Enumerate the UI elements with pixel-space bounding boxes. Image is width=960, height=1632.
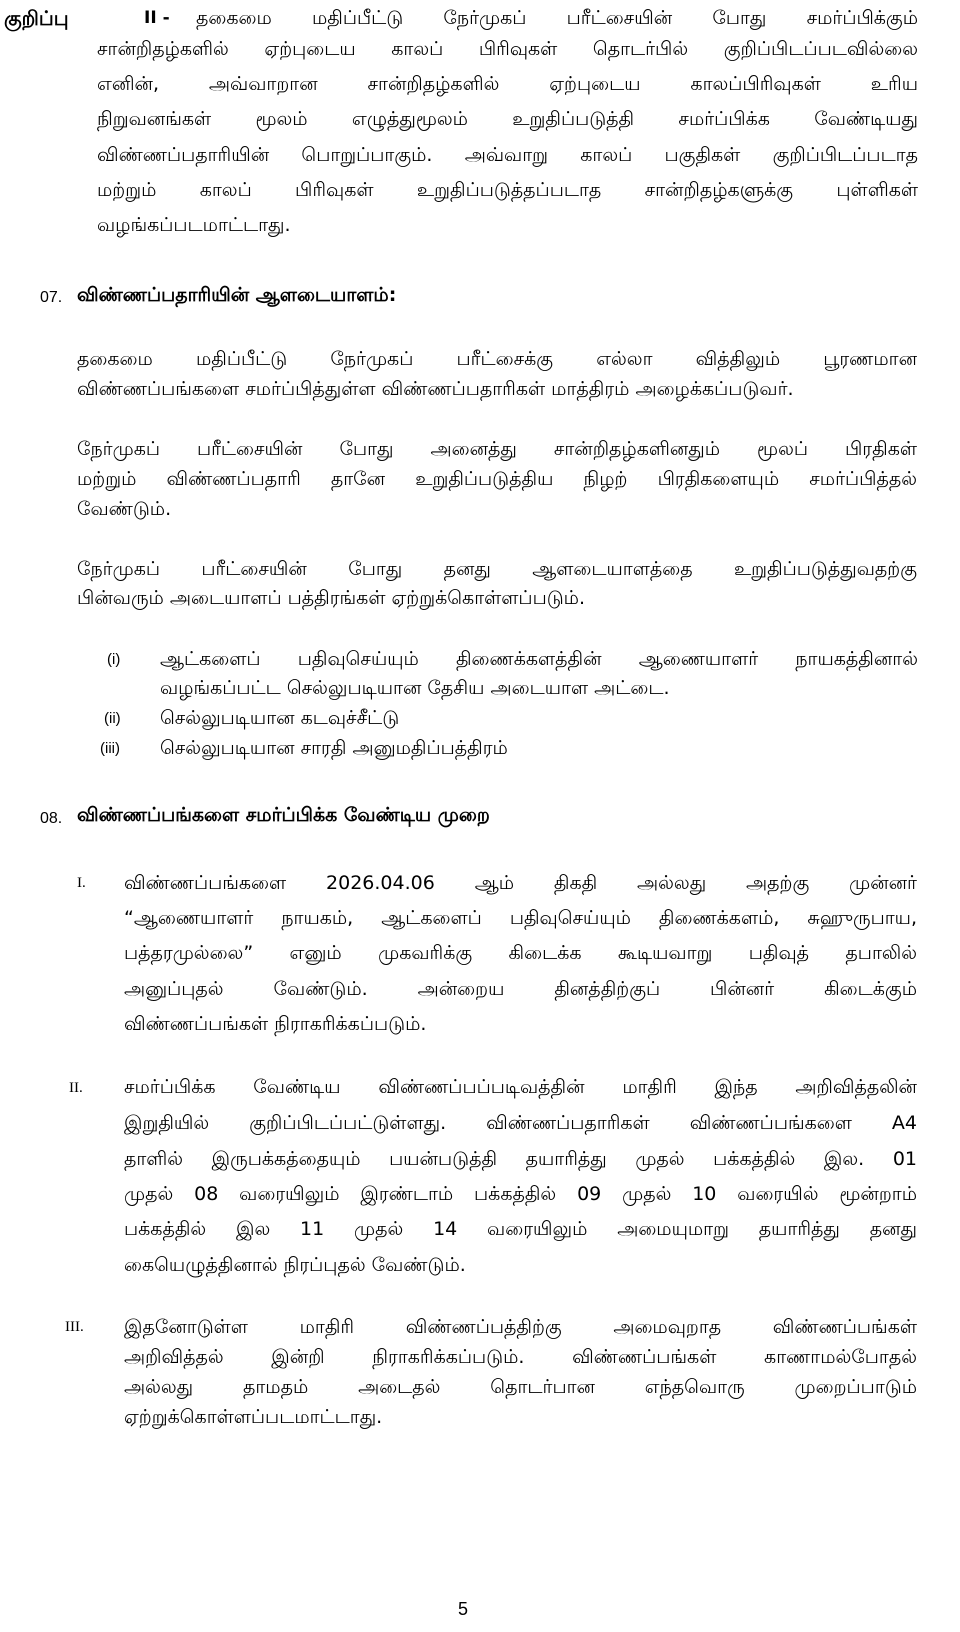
section-title: விண்ணப்பதாரியின் ஆளடையாளம்:: [77, 284, 397, 306]
list-marker: (ii): [104, 710, 121, 727]
list-item: தாளில் இருபக்கத்தையும் பயன்படுத்தி தயாரித்து முதல் பக்கத்தில் இல. 01: [124, 1148, 917, 1170]
list-item: வழங்கப்பட்ட செல்லுபடியான தேசிய அடையாள அட்டை.: [160, 677, 670, 699]
list-item: முதல் 08 வரையிலும் இரண்டாம் பக்கத்தில் 09 முதல் 10 வரையில் மூன்றாம்: [124, 1183, 917, 1205]
list-marker: (i): [107, 651, 121, 668]
list-item: ஏற்றுக்கொள்ளப்படமாட்டாது.: [124, 1406, 383, 1428]
list-marker: II.: [69, 1080, 83, 1096]
list-item: கையெழுத்தினால் நிரப்புதல் வேண்டும்.: [124, 1254, 466, 1276]
list-item: பக்கத்தில் இல 11 முதல் 14 வரையிலும் அமையுமாறு தயாரித்து தனது: [124, 1218, 917, 1240]
list-item: பத்தரமுல்லை” எனும் முகவரிக்கு கிடைக்க கூடியவாறு பதிவுத் தபாலில்: [124, 942, 917, 964]
note-line: விண்ணப்பதாரியின் பொறுப்பாகும். அவ்வாறு காலப் பகுதிகள் குறிப்பிடப்படாத: [97, 144, 918, 166]
list-item: அனுப்புதல் வேண்டும். அன்றைய தினத்திற்குப் பின்னர் கிடைக்கும்: [124, 978, 917, 1000]
page-number: 5: [458, 1599, 469, 1619]
paragraph-line: பின்வரும் அடையாளப் பத்திரங்கள் ஏற்றுக்கொள்ளப்படும்.: [77, 587, 585, 609]
section-number: 07.: [40, 289, 63, 306]
list-item: செல்லுபடியான கடவுச்சீட்டு: [160, 707, 400, 729]
list-item: ஆட்களைப் பதிவுசெய்யும் திணைக்களத்தின் ஆணையாளர் நாயகத்தினால்: [160, 648, 918, 670]
note-line: நிறுவனங்கள் மூலம் எழுத்துமூலம் உறுதிப்படுத்தி சமர்ப்பிக்க வேண்டியது: [97, 108, 918, 130]
list-marker: (iii): [100, 740, 120, 757]
note-line: எனின், அவ்வாறான சான்றிதழ்களில் ஏற்புடைய காலப்பிரிவுகள் உரிய: [97, 73, 918, 95]
list-item: அறிவித்தல் இன்றி நிராகரிக்கப்படும். விண்ணப்பங்கள் காணாமல்போதல்: [124, 1346, 917, 1368]
note-line: சான்றிதழ்களில் ஏற்புடைய காலப் பிரிவுகள் தொடர்பில் குறிப்பிடப்படவில்லை: [97, 38, 918, 60]
list-marker: I.: [77, 875, 86, 891]
list-item: சமர்ப்பிக்க வேண்டிய விண்ணப்பப்படிவத்தின் மாதிரி இந்த அறிவித்தலின்: [124, 1076, 917, 1098]
note-line: மற்றும் காலப் பிரிவுகள் உறுதிப்படுத்தப்படாத சான்றிதழ்களுக்கு புள்ளிகள்: [97, 179, 918, 201]
note-label: குறிப்பு: [4, 6, 69, 30]
list-item: “ஆணையாளர் நாயகம், ஆட்களைப் பதிவுசெய்யும் திணைக்களம், சுஹுருபாய,: [124, 907, 917, 929]
section-number: 08.: [40, 810, 63, 827]
list-item: இறுதியில் குறிப்பிடப்பட்டுள்ளது. விண்ணப்பதாரிகள் விண்ணப்பங்களை A4: [124, 1112, 917, 1134]
note-line: தகைமை மதிப்பீட்டு நேர்முகப் பரீட்சையின் போது சமர்ப்பிக்கும்: [196, 7, 918, 29]
paragraph-line: நேர்முகப் பரீட்சையின் போது தனது ஆளடையாளத்தை உறுதிப்படுத்துவதற்கு: [77, 558, 917, 580]
note-line: வழங்கப்படமாட்டாது.: [97, 214, 291, 236]
paragraph-line: விண்ணப்பங்களை சமர்ப்பித்துள்ள விண்ணப்பதாரிகள் மாத்திரம் அழைக்கப்படுவர்.: [77, 378, 794, 400]
section-title: விண்ணப்பங்களை சமர்ப்பிக்க வேண்டிய முறை: [77, 804, 490, 826]
list-item: செல்லுபடியான சாரதி அனுமதிப்பத்திரம்: [160, 737, 508, 759]
paragraph-line: வேண்டும்.: [77, 498, 172, 520]
list-item: விண்ணப்பங்கள் நிராகரிக்கப்படும்.: [124, 1013, 427, 1035]
list-item: விண்ணப்பங்களை 2026.04.06 ஆம் திகதி அல்லது அதற்கு முன்னர்: [124, 872, 917, 894]
paragraph-line: மற்றும் விண்ணப்பதாரி தானே உறுதிப்படுத்திய நிழற் பிரதிகளையும் சமர்ப்பித்தல்: [77, 468, 917, 490]
list-item: அல்லது தாமதம் அடைதல் தொடர்பான எந்தவொரு முறைப்பாடும்: [124, 1376, 917, 1398]
list-item: இதனோடுள்ள மாதிரி விண்ணப்பத்திற்கு அமைவுறாத விண்ணப்பங்கள்: [124, 1316, 917, 1338]
paragraph-line: நேர்முகப் பரீட்சையின் போது அனைத்து சான்றிதழ்களினதும் மூலப் பிரதிகள்: [77, 438, 917, 460]
paragraph-line: தகைமை மதிப்பீட்டு நேர்முகப் பரீட்சைக்கு எல்லா வித்திலும் பூரணமான: [77, 348, 917, 370]
list-marker: III.: [65, 1319, 84, 1335]
note-marker: II -: [144, 8, 170, 28]
